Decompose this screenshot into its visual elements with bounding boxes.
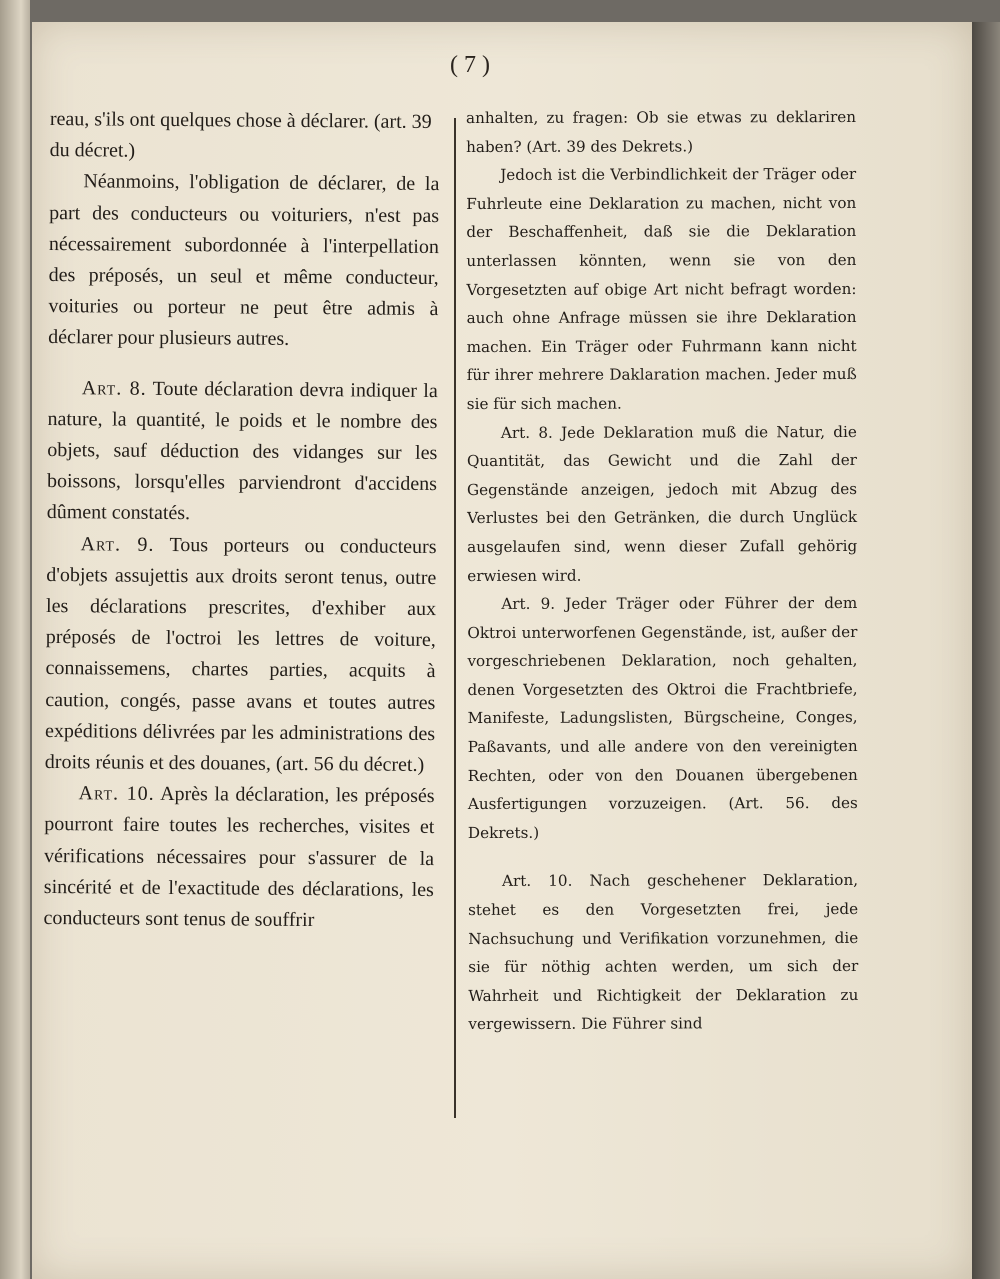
facing-page-edge <box>0 0 30 1279</box>
french-article-8-label: Art. 8. <box>81 376 147 400</box>
french-article-10: Art. 10. Après la déclaration, les préposés pourront faire toutes les recherches, visites et vérifications nécessaires pour s'assurer de la sincérité et de l'exactitude des déclarations, les conducteurs sont tenus de souffrir <box>43 782 435 932</box>
french-paragraph-neanmoins: Néanmoins, l'obligation de déclarer, de la part des conducteurs ou voituriers, n'est pas nécessairement subordonnée à l'interpellation des préposés, un seul et même conducteur, voituries ou porteur ne peut être admis à déclarer pour plusieurs autres. <box>48 170 440 351</box>
german-article-10: Art. 10. Nach geschehener Deklaration, stehet es den Vorgesetzten frei, jede Nachsuchung und Verifikation vorzunehmen, die sie für nöthig achten werden, um sich der Wahrheit und Richtigkeit der Deklaration zu vergewissern. Die Führer sind <box>468 871 859 1034</box>
french-article-9-label: Art. 9. <box>80 532 155 556</box>
german-paragraph-continuation: anhalten, zu fragen: Ob sie etwas zu deklariren haben? (Art. 39 des Dekrets.) <box>466 107 857 156</box>
page-shadow <box>972 22 1000 1279</box>
french-column <box>43 104 440 937</box>
german-article-9-label: Art. 9. <box>501 594 556 614</box>
page-number: ( 7 ) <box>450 52 490 78</box>
german-article-8: Art. 8. Jede Deklaration muß die Natur, die Quantität, das Gewicht und die Zahl der Gegenstände anzeigen, jedoch mit Abzug des Verlustes bei den Getränken, die durch Unglück ausgelaufen sind, wenn dieser Zufall gehörig erwiesen wird. <box>466 422 858 585</box>
german-column <box>466 103 858 1039</box>
french-article-9: Art. 9. Tous porteurs ou conducteurs d'objets assujettis aux droits seront tenus, outre les déclarations prescrites, d'exhiber aux préposés de l'octroi les lettres de voiture, connaissemens, chartes parties, acquits à caution, congés, passe avans et toutes autres expéditions délivrées par les administrations des droits réunis et des douanes, (art. 56 du décret.) <box>44 532 437 777</box>
german-article-8-label: Art. 8. <box>500 423 553 442</box>
german-paragraph-jedoch: Jedoch ist die Verbindlichkeit der Träger oder Fuhrleute eine Deklaration zu machen, nicht von der Beschaffenheit, daß sie die Deklaration unterlassen könnten, wenn sie von den Vorgesetzten auf obige Art nicht befragt worden: auch ohne Anfrage müssen sie ihre Deklaration machen. Ein Träger oder Fuhrmann kann nicht für ihrer mehrere Daklaration machen. Jeder muß sie für sich machen. <box>466 165 857 413</box>
french-paragraph-continuation: reau, s'ils ont quelques chose à déclarer. (art. 39 du décret.) <box>49 107 432 162</box>
french-article-10-label: Art. 10. <box>78 782 155 806</box>
german-article-9: Art. 9. Jeder Träger oder Führer der dem Oktroi unterworfenen Gegenstände, ist, außer der vorgeschriebenen Deklaration, noch gehalten, denen Vorgesetzten des Oktroi die Frachtbriefe, Manifeste, Ladungslisten, Bürgscheine, Conges, Paßavants, und alle andere von den vereinigten Rechten, oder von den Douanen übergebenen Ausfertigungen vorzuzeigen. (Art. 56. des Dekrets.) <box>467 594 858 842</box>
column-divider <box>454 118 456 1118</box>
german-article-10-label: Art. 10. <box>502 872 573 891</box>
french-article-8: Art. 8. Toute déclaration devra indiquer la nature, la quantité, le poids et le nombre des objets, sauf déduction des vidanges sur les boissons, lorsqu'elles parviendront d'accidens dûment constatés. <box>46 376 438 525</box>
